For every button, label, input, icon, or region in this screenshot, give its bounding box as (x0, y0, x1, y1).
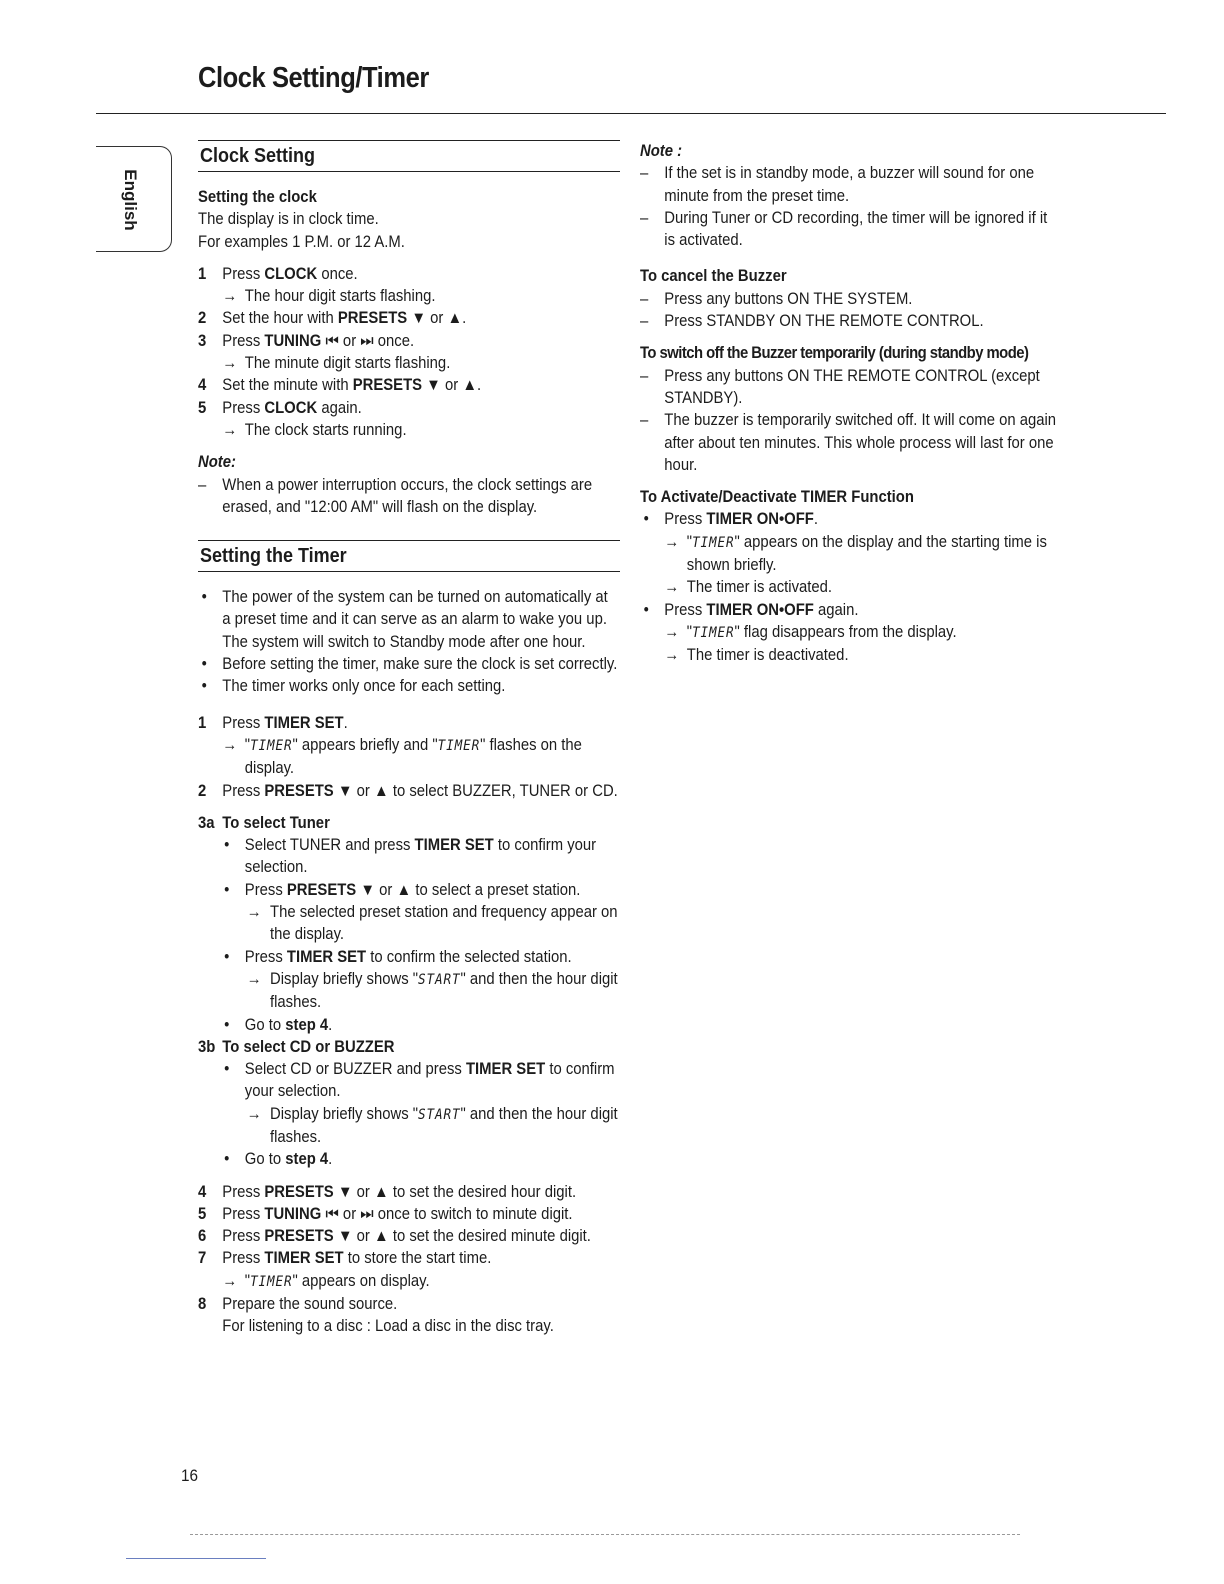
footer-rule (126, 1558, 266, 1559)
activate-timer-heading: To Activate/Deactivate TIMER Function (640, 488, 914, 507)
switch-off-buzzer-heading: To switch off the Buzzer temporarily (during standby mode) (640, 344, 1029, 363)
step-3b-bullet-1: • Select CD or BUZZER and press TIMER SET to confirm your selection. (224, 1060, 615, 1101)
switch-item-1: – Press any buttons ON THE REMOTE CONTROL (except STANDBY). (640, 366, 1040, 407)
step-3a-bullet-2-result: → The selected preset station and frequency appear on the display. (246, 903, 618, 944)
cancel-buzzer-heading: To cancel the Buzzer (640, 267, 787, 286)
timer-step-3a: 3a To select Tuner (198, 813, 330, 832)
step-3b-bullet-1-result: → Display briefly shows "START" and then the hour digit flashes. (246, 1104, 618, 1146)
timer-step-1-result: → "TIMER" appears briefly and "TIMER" flashes on the display. (222, 735, 582, 778)
clock-intro-2: For examples 1 P.M. or 12 A.M. (198, 232, 405, 251)
timer-step-6: 6 Press PRESETS ▼ or ▲ to set the desired minute digit. (198, 1227, 591, 1246)
timer-step-2: 2 Press PRESETS ▼ or ▲ to select BUZZER, TUNER or CD. (198, 781, 618, 800)
step-3a-bullet-1: • Select TUNER and press TIMER SET to confirm your selection. (224, 836, 597, 877)
timer-step-7-result: → "TIMER" appears on display. (222, 1271, 430, 1290)
right-column (640, 140, 1060, 667)
clock-step-3-result: → The minute digit starts flashing. (222, 354, 451, 373)
page-number: 16 (181, 1466, 199, 1485)
step-3a-bullet-2: • Press PRESETS ▼ or ▲ to select a preset station. (224, 880, 581, 899)
timer-bullet-3: • The timer works only once for each setting. (201, 677, 506, 696)
language-tab-label: English (121, 169, 140, 231)
activate-bullet-1-result-2: → The timer is activated. (664, 578, 833, 597)
clock-step-2: 2 Set the hour with PRESETS ▼ or ▲. (198, 309, 467, 328)
timer-step-5: 5 Press TUNING ⏮ or ⏭ once to switch to minute digit. (198, 1204, 573, 1223)
clock-step-3: 3 Press TUNING ⏮ or ⏭ once. (198, 331, 415, 350)
left-column (198, 140, 620, 1338)
activate-bullet-2-result-2: → The timer is deactivated. (664, 646, 849, 665)
timer-step-1: 1 Press TIMER SET. (198, 713, 348, 732)
setting-clock-subheading: Setting the clock (198, 188, 317, 206)
activate-bullet-2-result-1: → "TIMER" flag disappears from the display. (664, 622, 957, 641)
step-3a-bullet-3: • Press TIMER SET to confirm the selected station. (224, 947, 572, 966)
step-3a-bullet-3-result: → Display briefly shows "START" and then the hour digit flashes. (246, 969, 618, 1012)
timer-step-4: 4 Press PRESETS ▼ or ▲ to set the desired hour digit. (198, 1182, 577, 1201)
step-3b-goto: • Go to step 4. (224, 1150, 333, 1169)
scan-artifact-line (190, 1534, 1020, 1535)
timer-bullet-2: • Before setting the timer, make sure the clock is set correctly. (201, 655, 618, 674)
timer-step-8: 8 Prepare the sound source. (198, 1295, 398, 1314)
clock-step-4: 4 Set the minute with PRESETS ▼ or ▲. (198, 376, 482, 395)
right-note-label: Note : (640, 142, 683, 160)
right-note-2: – During Tuner or CD recording, the timer will be ignored if it is activated. (640, 208, 1048, 250)
clock-step-5: 5 Press CLOCK again. (198, 398, 362, 417)
clock-note-label: Note: (198, 453, 236, 472)
activate-bullet-1: • Press TIMER ON•OFF. (643, 510, 819, 529)
clock-step-5-result: → The clock starts running. (222, 420, 407, 439)
clock-step-1: 1 Press CLOCK once. (198, 264, 358, 283)
timer-step-7: 7 Press TIMER SET to store the start time. (198, 1249, 492, 1268)
cancel-item-2: – Press STANDBY ON THE REMOTE CONTROL. (640, 312, 984, 331)
setting-timer-heading: Setting the Timer (198, 540, 620, 572)
step-3a-goto: • Go to step 4. (224, 1015, 333, 1034)
clock-step-1-result: → The hour digit starts flashing. (222, 287, 436, 306)
timer-step-3b: 3b To select CD or BUZZER (198, 1037, 395, 1056)
clock-note-text: – When a power interruption occurs, the clock settings are erased, and "12:00 AM" will flash on the display. (198, 475, 593, 516)
page-title: Clock Setting/Timer (198, 62, 429, 94)
clock-setting-heading: Clock Setting (198, 140, 620, 172)
top-divider (96, 113, 1166, 114)
cancel-item-1: – Press any buttons ON THE SYSTEM. (640, 289, 913, 308)
activate-bullet-2: • Press TIMER ON•OFF again. (643, 600, 859, 619)
right-note-1: – If the set is in standby mode, a buzzer will sound for one minute from the preset time. (640, 164, 1035, 205)
switch-item-2: – The buzzer is temporarily switched off. It will come on again after about ten minutes. This whole process will last for one hour. (640, 411, 1057, 474)
activate-bullet-1-result-1: → "TIMER" appears on the display and the starting time is shown briefly. (664, 532, 1047, 575)
clock-intro-1: The display is in clock time. (198, 210, 379, 229)
timer-bullet-1: • The power of the system can be turned on automatically at a preset time and it can serve as an alarm to wake you up. The system will switch to Standby mode after one hour. (201, 588, 608, 651)
timer-step-8-detail: For listening to a disc : Load a disc in the disc tray. (222, 1317, 554, 1336)
